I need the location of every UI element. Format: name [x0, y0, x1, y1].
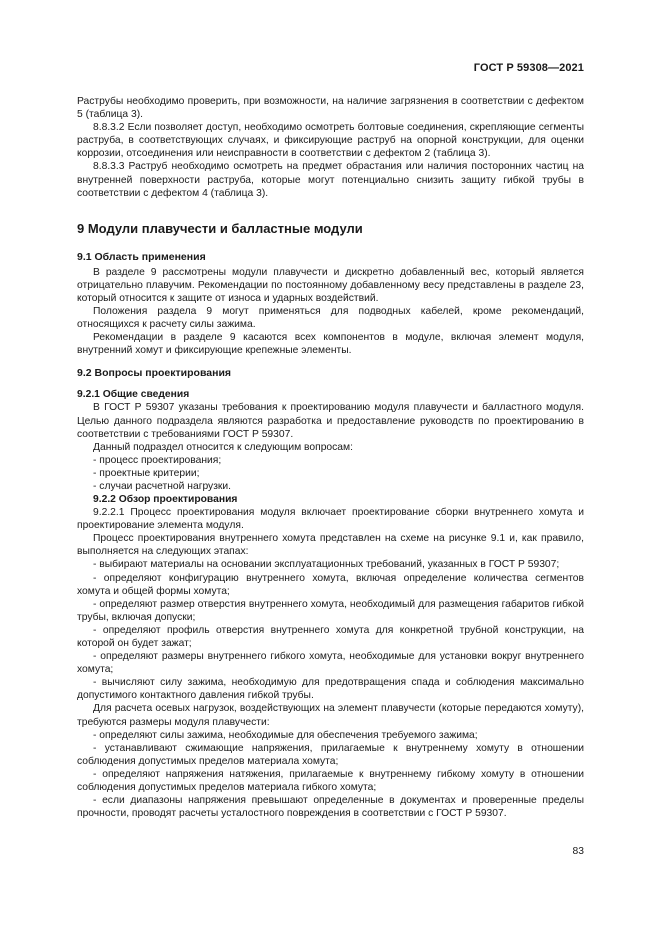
paragraph: Данный подраздел относится к следующим вопросам: — [93, 441, 353, 453]
paragraph: 9.2.2.1 Процесс проектирования модуля включает проектирование сборки внутреннего хомута и проектирование элемента модуля. — [77, 507, 584, 532]
paragraph: Положения раздела 9 могут применяться для подводных кабелей, кроме рекомендаций, относящихся к расчету силы зажима. — [77, 306, 584, 331]
list-item: - определяют профиль отверстия внутреннего хомута для конкретной трубной конструкции, на которой он будет зажат; — [77, 624, 584, 649]
paragraph: 8.8.3.3 Раструб необходимо осмотреть на предмет обрастания или наличия посторонних частиц на внутренней поверхности раструба, которые могут потенциально снизить защиту гибкой трубы в соответствии с дефектом 4 (таблица 3). — [77, 161, 584, 199]
list-item: - выбирают материалы на основании эксплуатационных требований, указанных в ГОСТ Р 59307; — [93, 559, 560, 571]
paragraph: Рекомендации в разделе 9 касаются всех компонентов в модуле, включая элемент модуля, внутренний хомут и фиксирующие крепежные элементы. — [77, 332, 584, 357]
list-item: - процесс проектирования; — [93, 454, 222, 466]
clause-heading: 9.2.2 Обзор проектирования — [93, 494, 238, 506]
list-item: - если диапазоны напряжения превышают определенные в документах и проверенные пределы прочности, проводят расчеты усталостного повреждения в соответствии с ГОСТ Р 59307. — [77, 795, 584, 820]
list-item: - устанавливают сжимающие напряжения, прилагаемые к внутреннему хомуту в отношении соблюдения допустимых пределов материала хомута; — [77, 742, 584, 767]
paragraph: В ГОСТ Р 59307 указаны требования к проектированию модуля плавучести и балластного модуля. Целью данного подраздела являются разработка и предоставление руководств по проектированию в соответствии с требованиями ГОСТ Р 59307. — [77, 402, 584, 440]
list-item: - определяют напряжения натяжения, прилагаемые к внутреннему гибкому хомуту в отношении соблюдения допустимых пределов материала гибкого хомута; — [77, 768, 584, 794]
paragraph: В разделе 9 рассмотрены модули плавучести и дискретно добавленный вес, который является отрицательно плавучим. Рекомендации по постоянному добавленному весу представлены в разделе 23, который относится к защите от износа и ударных воздействий. — [77, 266, 584, 304]
paragraph: Раструбы необходимо проверить, при возможности, на наличие загрязнения в соответствии с дефектом 5 (таблица 3). — [77, 96, 584, 121]
list-item: - определяют силы зажима, необходимые для обеспечения требуемого зажима; — [93, 729, 478, 741]
list-item: - определяют размер отверстия внутреннего хомута, необходимый для размещения габаритов гибкой трубы, включая допуски; — [77, 598, 584, 623]
section-heading: 9 Модули плавучести и балластные модули — [77, 220, 363, 236]
paragraph: Процесс проектирования внутреннего хомута представлен на схеме на рисунке 9.1 и, как правило, выполняется на следующих этапах: — [77, 533, 584, 558]
list-item: - определяют конфигурацию внутреннего хомута, включая определение количества сегментов хомута и общей формы хомута; — [77, 572, 584, 597]
subsection-heading: 9.1 Область применения — [77, 250, 206, 263]
list-item: - проектные критерии; — [93, 467, 200, 479]
subsection-heading: 9.2 Вопросы проектирования — [77, 367, 232, 380]
list-item: - определяют размеры внутреннего гибкого хомута, необходимые для установки вокруг внутреннего хомута; — [77, 651, 584, 676]
clause-heading: 9.2.1 Общие сведения — [77, 389, 190, 401]
paragraph: 8.8.3.2 Если позволяет доступ, необходимо осмотреть болтовые соединения, скрепляющие сегменты раструба, в соответствующих случаях, и фиксирующие раструб на опорной конструкции, для оценки коррозии, отсоединения или неисправности в соответствии с дефектом 2 (таблица 3). — [77, 122, 584, 160]
list-item: - вычисляют силу зажима, необходимую для предотвращения спада и соблюдения максимально допустимого контактного давления гибкой трубы. — [77, 677, 584, 702]
document-code: ГОСТ Р 59308—2021 — [473, 62, 584, 74]
page-number: 83 — [572, 846, 584, 857]
page-content — [77, 95, 584, 820]
paragraph: Для расчета осевых нагрузок, воздействующих на элемент плавучести (которые передаются хомуту), требуются размеры модуля плавучести: — [77, 703, 584, 728]
list-item: - случаи расчетной нагрузки. — [93, 480, 232, 492]
